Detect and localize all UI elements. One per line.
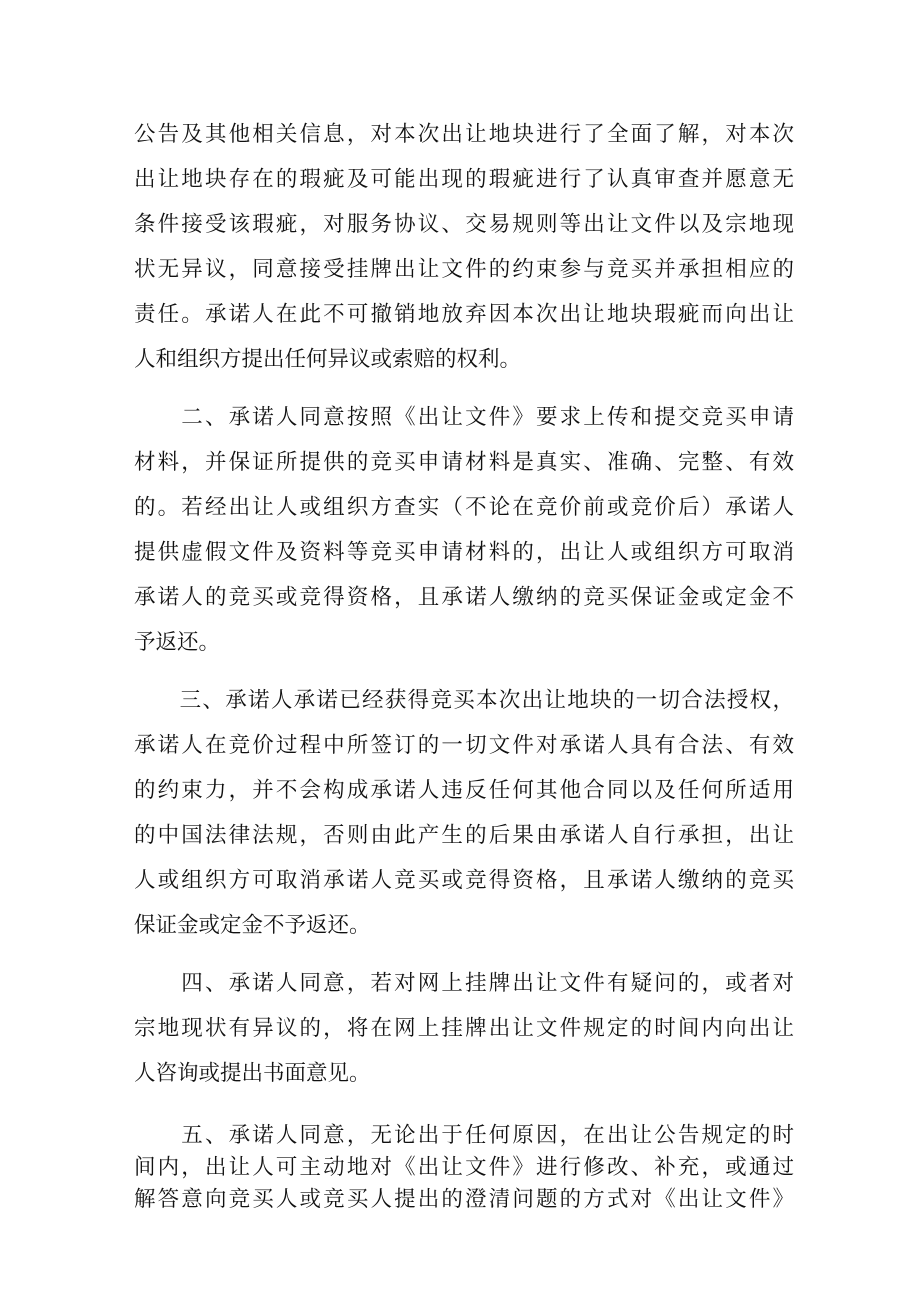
text-line: 的约束力，并不会构成承诺人违反任何其他合同以及任何所适用 bbox=[134, 778, 794, 803]
text-line: 状无异议，同意接受挂牌出让文件的约束参与竞买并承担相应的 bbox=[134, 257, 794, 282]
text-line: 出让地块存在的瑕疵及可能出现的瑕疵进行了认真审查并愿意无 bbox=[134, 167, 794, 192]
text-line: 宗地现状有异议的，将在网上挂牌出让文件规定的时间内向出让 bbox=[134, 1016, 794, 1041]
text-line: 予返还。 bbox=[134, 630, 221, 655]
paragraph-four bbox=[134, 961, 794, 1096]
paragraph-three bbox=[134, 678, 794, 948]
paragraph-two bbox=[134, 395, 794, 665]
text-line: 承诺人在竞价过程中所签订的一切文件对承诺人具有合法、有效 bbox=[134, 733, 794, 758]
text-line: 人或组织方可取消承诺人竞买或竞得资格，且承诺人缴纳的竞买 bbox=[134, 868, 794, 893]
text-line: 的中国法律法规，否则由此产生的后果由承诺人自行承担，出让 bbox=[134, 823, 794, 848]
text-line: 二、承诺人同意按照《出让文件》要求上传和提交竞买申请 bbox=[134, 405, 794, 430]
text-line: 解答意向竞买人或竞买人提出的澄清问题的方式对《出让文件》 bbox=[134, 1187, 794, 1212]
text-line: 责任。承诺人在此不可撤销地放弃因本次出让地块瑕疵而向出让 bbox=[134, 302, 794, 327]
text-line: 条件接受该瑕疵，对服务协议、交易规则等出让文件以及宗地现 bbox=[134, 212, 794, 237]
text-line: 四、承诺人同意，若对网上挂牌出让文件有疑问的，或者对 bbox=[134, 971, 794, 996]
paragraph-continued bbox=[134, 112, 794, 382]
text-line: 提供虚假文件及资料等竞买申请材料的，出让人或组织方可取消 bbox=[134, 540, 794, 565]
text-line: 间内，出让人可主动地对《出让文件》进行修改、补充，或通过 bbox=[134, 1155, 794, 1180]
text-line: 公告及其他相关信息，对本次出让地块进行了全面了解，对本次 bbox=[134, 122, 794, 147]
text-line: 三、承诺人承诺已经获得竞买本次出让地块的一切合法授权， bbox=[134, 688, 794, 713]
text-line: 的。若经出让人或组织方查实（不论在竞价前或竞价后）承诺人 bbox=[134, 495, 794, 520]
text-line: 五、承诺人同意，无论出于任何原因，在出让公告规定的时 bbox=[134, 1123, 794, 1148]
text-line: 人咨询或提出书面意见。 bbox=[134, 1061, 371, 1086]
text-line: 材料，并保证所提供的竞买申请材料是真实、准确、完整、有效 bbox=[134, 450, 794, 475]
text-line: 保证金或定金不予返还。 bbox=[134, 913, 371, 938]
paragraph-five bbox=[134, 1120, 794, 1216]
text-line: 承诺人的竞买或竞得资格，且承诺人缴纳的竞买保证金或定金不 bbox=[134, 585, 794, 610]
text-line: 人和组织方提出任何异议或索赔的权利。 bbox=[134, 347, 522, 372]
